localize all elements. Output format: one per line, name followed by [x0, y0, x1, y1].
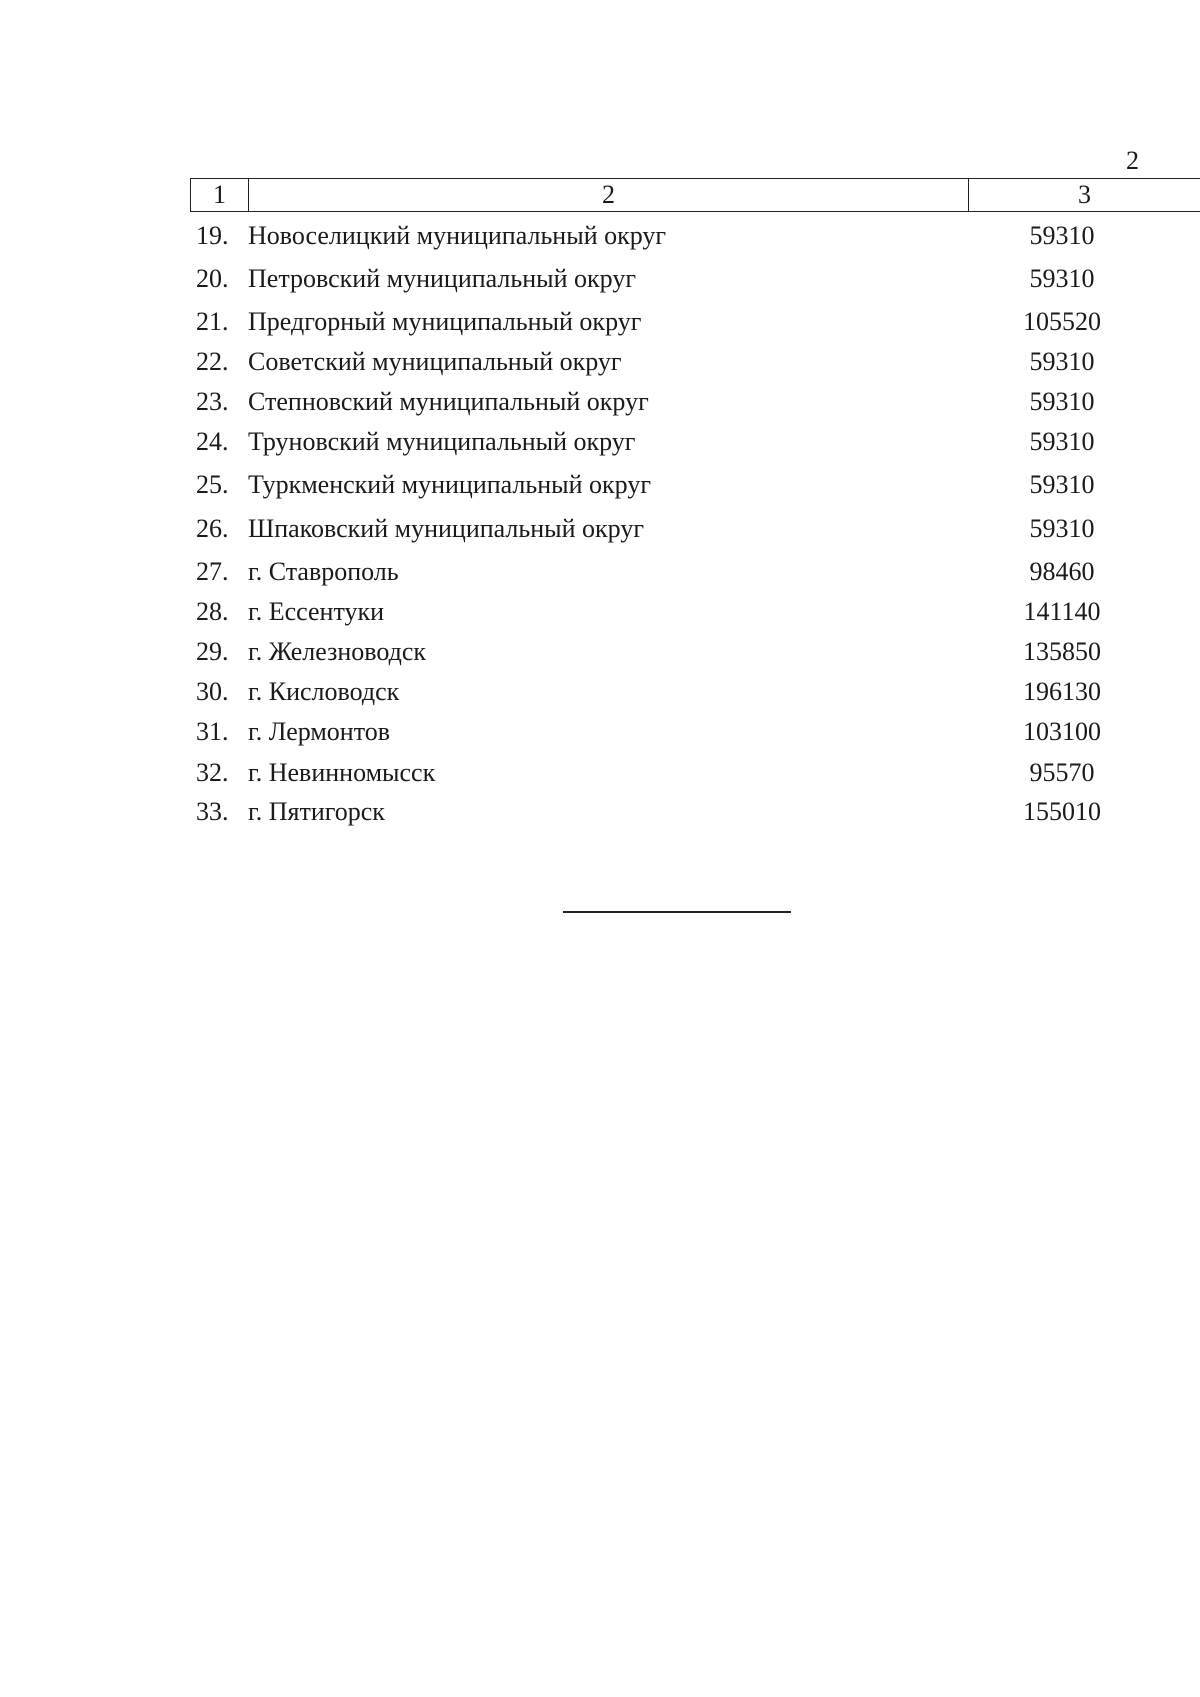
row-value: 59310 [1029, 514, 1095, 543]
row-number: 24. [196, 427, 229, 456]
header-col-2: 2 [249, 179, 969, 211]
row-value: 59310 [1029, 387, 1095, 416]
row-number: 19. [196, 221, 229, 250]
row-number: 20. [196, 264, 229, 293]
row-name: Новоселицкий муниципальный округ [248, 221, 667, 250]
row-number: 33. [196, 797, 229, 826]
row-name: Труновский муниципальный округ [248, 427, 636, 456]
row-number: 32. [196, 758, 229, 787]
row-name: Туркменский муниципальный округ [248, 470, 651, 499]
row-number: 31. [196, 717, 229, 746]
closing-rule [563, 911, 791, 913]
row-value: 103100 [1023, 717, 1101, 746]
row-name: Шпаковский муниципальный округ [248, 514, 644, 543]
row-number: 23. [196, 387, 229, 416]
row-number: 29. [196, 637, 229, 666]
row-name: Предгорный муниципальный округ [248, 307, 642, 336]
table-row [0, 262, 1200, 296]
table-row [0, 675, 1200, 709]
row-name: г. Ставрополь [248, 557, 399, 586]
row-number: 26. [196, 514, 229, 543]
row-name: г. Кисловодск [248, 677, 400, 706]
row-value: 105520 [1023, 307, 1101, 336]
row-number: 27. [196, 557, 229, 586]
page-number: 2 [1126, 146, 1139, 175]
row-value: 155010 [1023, 797, 1101, 826]
table-row [0, 385, 1200, 419]
table-row [0, 345, 1200, 379]
header-col-1: 1 [191, 179, 249, 211]
row-value: 135850 [1023, 637, 1101, 666]
table-row [0, 468, 1200, 502]
table-row [0, 635, 1200, 669]
table-row [0, 595, 1200, 629]
row-value: 141140 [1023, 597, 1101, 626]
row-name: г. Железноводск [248, 637, 427, 666]
row-number: 25. [196, 470, 229, 499]
row-name: г. Невинномысск [248, 758, 436, 787]
row-number: 21. [196, 307, 229, 336]
row-value: 59310 [1029, 347, 1095, 376]
row-number: 30. [196, 677, 229, 706]
table-row [0, 555, 1200, 589]
row-value: 59310 [1029, 221, 1095, 250]
row-number: 28. [196, 597, 229, 626]
row-value: 95570 [1029, 758, 1095, 787]
header-col-3: 3 [1078, 180, 1091, 209]
row-name: г. Лермонтов [248, 717, 390, 746]
row-value: 196130 [1023, 677, 1101, 706]
row-name: г. Ессентуки [248, 597, 385, 626]
row-name: Петровский муниципальный округ [248, 264, 636, 293]
row-value: 59310 [1029, 470, 1095, 499]
row-name: г. Пятигорск [248, 797, 385, 826]
table-row [0, 425, 1200, 459]
row-value: 98460 [1029, 557, 1095, 586]
table-row [0, 219, 1200, 253]
table-row [0, 795, 1200, 829]
table-row [0, 305, 1200, 339]
table-row [0, 512, 1200, 546]
row-number: 22. [196, 347, 229, 376]
row-name: Советский муниципальный округ [248, 347, 622, 376]
row-value: 59310 [1029, 427, 1095, 456]
table-header [190, 178, 1200, 212]
table-row [0, 715, 1200, 749]
row-value: 59310 [1029, 264, 1095, 293]
table-row [0, 756, 1200, 790]
row-name: Степновский муниципальный округ [248, 387, 649, 416]
